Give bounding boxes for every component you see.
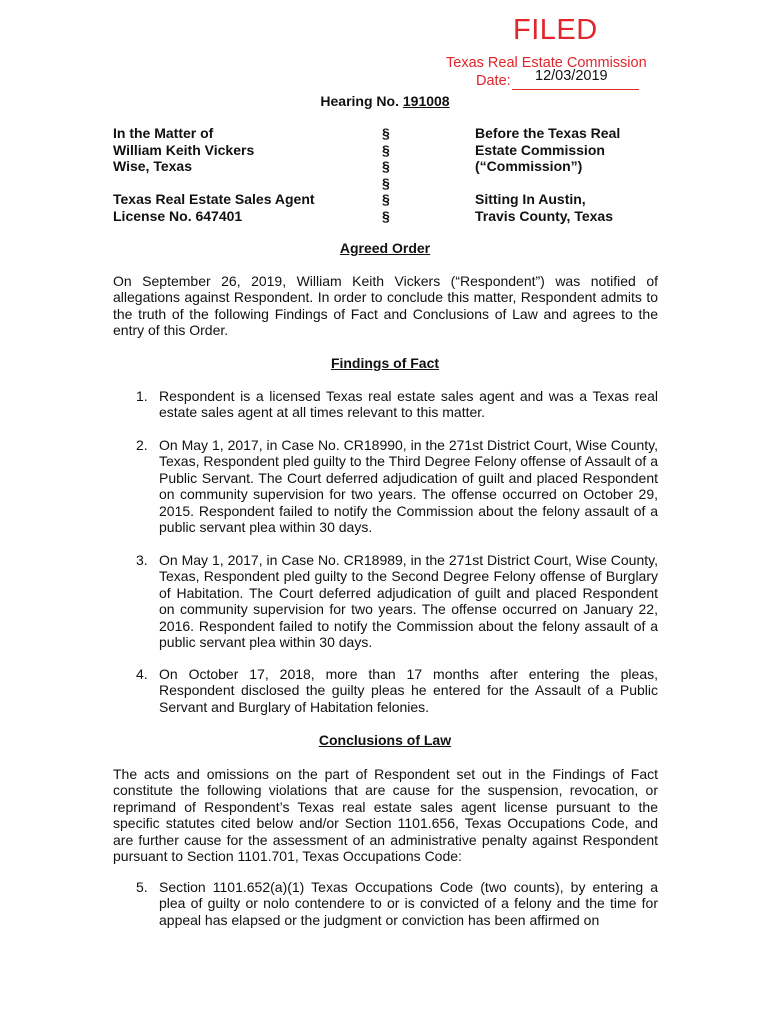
finding-number: 2. <box>136 437 148 453</box>
caption-left-line: Texas Real Estate Sales Agent <box>113 191 315 207</box>
caption-left-line: License No. 647401 <box>113 207 243 224</box>
finding-text: On May 1, 2017, in Case No. CR18990, in the 271st District Court, Wise County, Texas, Respondent pled guilty to the Third Degree Felony offense of Assault of a Public Servant. The Court deferred adjudication of guilt and placed Respondent on community supervision for two years. The offense occurred on October 29, 2015. Respondent failed to notify the Commission about the felony assault of a public servant plea within 30 days. <box>159 437 658 536</box>
conclusion-number: 5. <box>136 879 148 895</box>
caption-left-line: William Keith Vickers <box>113 141 255 158</box>
caption-left-line <box>113 175 315 192</box>
hearing-number-line <box>0 93 770 109</box>
section-mark: § <box>382 191 390 207</box>
caption-section-marks <box>382 125 390 224</box>
agreed-order-heading: Agreed Order <box>339 240 431 256</box>
caption-left-line: Wise, Texas <box>113 158 192 174</box>
section-mark: § <box>382 174 390 191</box>
section-mark: § <box>382 125 390 141</box>
finding-item <box>136 437 658 535</box>
finding-text: Respondent is a licensed Texas real estate sales agent and was a Texas real estate sales agent at all times relevant to this matter. <box>159 388 658 421</box>
filed-stamp-date-label: Date: <box>476 73 511 89</box>
conclusion-text: Section 1101.652(a)(1) Texas Occupations Code (two counts), by entering a plea of guilty or nolo contendere to or is convicted of a felony and the time for appeal has elapsed or the judgment or conviction has been affirmed on <box>159 879 658 928</box>
finding-number: 4. <box>136 666 148 682</box>
filed-stamp-date-underline <box>512 89 639 90</box>
conclusion-item <box>136 879 658 928</box>
filed-stamp-agency: Texas Real Estate Commission <box>446 55 647 71</box>
filed-stamp-title: FILED <box>513 14 598 46</box>
finding-number: 1. <box>136 388 148 404</box>
caption-right-line: Before the Texas Real <box>475 125 621 141</box>
hearing-label: Hearing No. <box>320 93 399 109</box>
finding-number: 3. <box>136 552 148 568</box>
filed-stamp-date-value: 12/03/2019 <box>535 68 608 84</box>
conclusions-intro: The acts and omissions on the part of Respondent set out in the Findings of Fact constitute the following violations that are cause for the suspension, revocation, or reprimand of Respondent’s Texas real estate sales agent license pursuant to the specific statutes cited below and/or Section 1101.656, Texas Occupations Code, and are further cause for the assessment of an administrative penalty against Respondent pursuant to Section 1101.701, Texas Occupations Code: <box>113 766 658 865</box>
finding-item <box>136 388 658 421</box>
section-mark: § <box>382 207 390 224</box>
findings-of-fact-heading: Findings of Fact <box>330 355 440 371</box>
caption-right-column <box>475 125 620 224</box>
finding-text: On October 17, 2018, more than 17 months after entering the pleas, Respondent disclosed the guilty pleas he entered for the Assault of a Public Servant and Burglary of Habitation felonies. <box>159 666 658 715</box>
caption-left-column <box>113 125 315 224</box>
caption-right-line: Sitting In Austin, <box>475 191 586 207</box>
caption-right-line: (“Commission”) <box>475 158 583 174</box>
hearing-number: 191008 <box>402 93 450 109</box>
finding-item <box>136 552 658 650</box>
caption-right-line <box>475 175 620 192</box>
agreed-order-intro: On September 26, 2019, William Keith Vickers (“Respondent”) was notified of allegations against Respondent. In order to conclude this matter, Respondent admits to the truth of the following Findings of Fact and Conclusions of Law and agrees to the entry of this Order. <box>113 273 658 339</box>
caption-left-line: In the Matter of <box>113 125 214 141</box>
caption-right-line: Estate Commission <box>475 141 605 158</box>
finding-item <box>136 666 658 715</box>
section-mark: § <box>382 141 390 158</box>
section-mark: § <box>382 158 390 174</box>
caption-right-line: Travis County, Texas <box>475 207 613 224</box>
finding-text: On May 1, 2017, in Case No. CR18989, in the 271st District Court, Wise County, Texas, Respondent pled guilty to the Second Degree Felony offense of Burglary of Habitation. The Court deferred adjudication of guilt and placed Respondent on community supervision for two years. The offense occurred on January 22, 2016. Respondent failed to notify the Commission about the felony assault of a public servant plea within 30 days. <box>159 552 658 651</box>
conclusions-of-law-heading: Conclusions of Law <box>318 732 452 748</box>
